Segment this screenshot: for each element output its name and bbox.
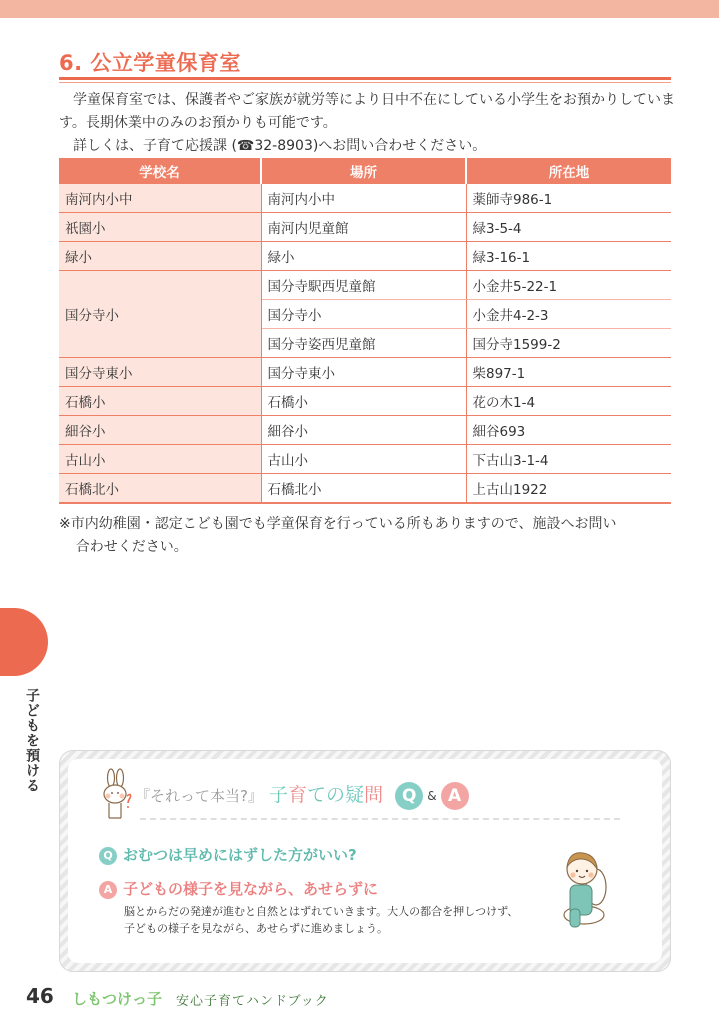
school-cell: 国分寺小 <box>59 271 261 358</box>
table-row <box>59 474 671 504</box>
place-cell: 細谷小 <box>261 416 466 445</box>
place-cell: 国分寺駅西児童館 <box>261 271 466 300</box>
qa-heading-prefix: 『それって本当?』 <box>135 787 263 805</box>
place-cell: 石橋北小 <box>261 474 466 504</box>
qa-heading-char: 育 <box>288 784 308 806</box>
brand-subtitle: 安心子育てハンドブック <box>176 994 329 1009</box>
a-mini-icon: A <box>99 881 117 899</box>
table-row <box>59 445 671 474</box>
qa-heading-char: 疑 <box>345 784 365 806</box>
question-text: おむつは早めにはずした方がいい? <box>123 846 357 864</box>
header-school: 学校名 <box>59 158 261 184</box>
qa-divider <box>140 818 620 820</box>
qa-answer-title <box>99 878 378 899</box>
header-place: 場所 <box>261 158 466 184</box>
qa-heading-char: 子 <box>269 784 289 806</box>
top-color-bar <box>0 0 719 18</box>
ampersand: & <box>427 788 437 803</box>
title-underline <box>59 77 671 80</box>
table-row <box>59 358 671 387</box>
answer-body-line: 脳とからだの発達が進むと自然とはずれていきます。大人の都合を押しつけず、 <box>124 905 519 918</box>
gakudo-table <box>59 158 671 504</box>
rabbit-icon <box>100 768 134 824</box>
place-cell: 石橋小 <box>261 387 466 416</box>
address-cell: 細谷693 <box>466 416 671 445</box>
answer-title-text: 子どもの様子を見ながら、あせらずに <box>123 880 379 898</box>
page-number: 46 <box>26 984 54 1008</box>
qa-answer-body <box>124 903 544 937</box>
table-row <box>59 387 671 416</box>
address-cell: 小金井5-22-1 <box>466 271 671 300</box>
school-cell: 祇園小 <box>59 213 261 242</box>
table-row <box>59 271 671 300</box>
place-cell: 国分寺姿西児童館 <box>261 329 466 358</box>
place-cell: 南河内児童館 <box>261 213 466 242</box>
place-cell: 国分寺小 <box>261 300 466 329</box>
footnote <box>59 513 679 559</box>
place-cell: 緑小 <box>261 242 466 271</box>
address-cell: 花の木1-4 <box>466 387 671 416</box>
title-underline-thin <box>59 82 671 83</box>
school-cell: 石橋小 <box>59 387 261 416</box>
place-cell: 国分寺東小 <box>261 358 466 387</box>
address-cell: 柴897-1 <box>466 358 671 387</box>
school-cell: 古山小 <box>59 445 261 474</box>
qa-question <box>99 844 357 865</box>
address-cell: 緑3-16-1 <box>466 242 671 271</box>
q-badge-icon: Q <box>395 782 423 810</box>
qa-heading-char: ての <box>307 784 346 806</box>
address-cell: 緑3-5-4 <box>466 213 671 242</box>
table-row <box>59 416 671 445</box>
table-row <box>59 213 671 242</box>
intro-text <box>59 89 679 158</box>
address-cell: 下古山3-1-4 <box>466 445 671 474</box>
answer-body-line: 子どもの様子を見ながら、あせらずに進めましょう。 <box>124 922 388 935</box>
school-cell: 南河内小中 <box>59 184 261 213</box>
address-cell: 国分寺1599-2 <box>466 329 671 358</box>
table-row <box>59 242 671 271</box>
section-title: 6. 公立学童保育室 <box>59 51 241 75</box>
footnote-line-2: 合わせください。 <box>75 539 188 555</box>
q-mini-icon: Q <box>99 847 117 865</box>
chapter-tab <box>0 608 48 676</box>
address-cell: 薬師寺986-1 <box>466 184 671 213</box>
child-on-potty-icon <box>556 847 614 937</box>
table-header-row <box>59 158 671 184</box>
intro-paragraph-1: 学童保育室では、保護者やご家族が就労等により日中不在にしている小学生をお預かりしています。長期休業中のみのお預かりも可能です。 <box>59 92 675 131</box>
intro-paragraph-2: 詳しくは、子育て応援課 (☎32-8903)へお問い合わせください。 <box>73 138 487 154</box>
place-cell: 古山小 <box>261 445 466 474</box>
a-badge-icon: A <box>441 782 469 810</box>
school-cell: 緑小 <box>59 242 261 271</box>
header-address: 所在地 <box>466 158 671 184</box>
school-cell: 石橋北小 <box>59 474 261 504</box>
brand-logo: しもつけっ子 <box>72 990 163 1008</box>
address-cell: 小金井4-2-3 <box>466 300 671 329</box>
footnote-line-1: ※市内幼稚園・認定こども園でも学童保育を行っている所もありますので、施設へお問い <box>59 516 617 532</box>
table-row <box>59 184 671 213</box>
qa-heading <box>135 780 469 810</box>
address-cell: 上古山1922 <box>466 474 671 504</box>
school-cell: 細谷小 <box>59 416 261 445</box>
qa-heading-char: 問 <box>364 784 384 806</box>
place-cell: 南河内小中 <box>261 184 466 213</box>
chapter-label: 子どもを預ける <box>24 688 40 793</box>
school-cell: 国分寺東小 <box>59 358 261 387</box>
